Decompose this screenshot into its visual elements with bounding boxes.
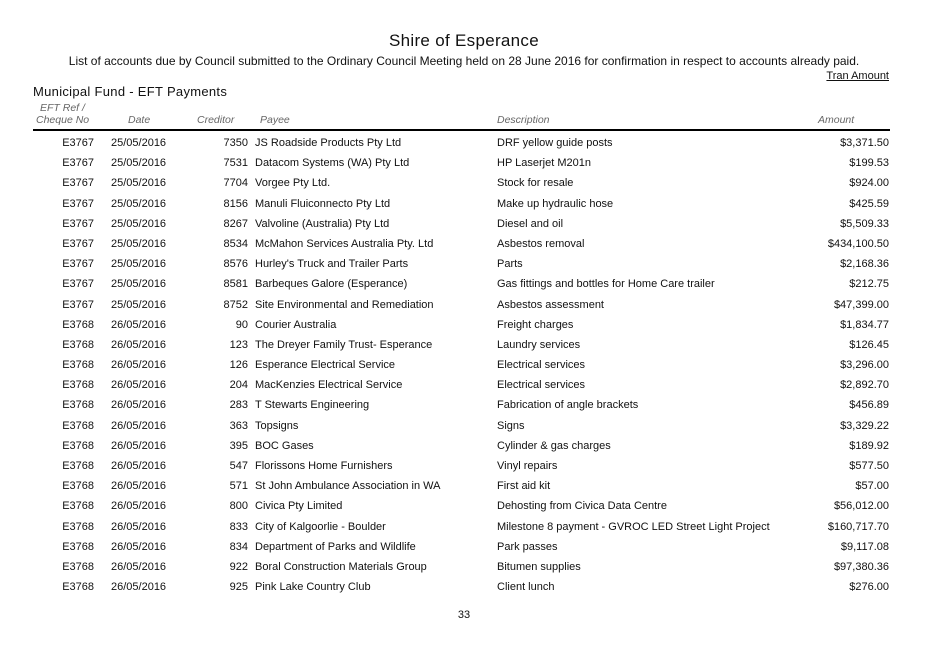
date-cell: 26/05/2016: [111, 581, 167, 594]
table-row: [0, 314, 928, 334]
header-eft-ref: EFT Ref /: [40, 102, 85, 114]
amount-cell: $276.00: [849, 581, 889, 594]
description-cell: Make up hydraulic hose: [497, 197, 614, 210]
date-cell: 25/05/2016: [111, 217, 167, 230]
description-cell: Park passes: [497, 540, 558, 553]
date-cell: 25/05/2016: [111, 258, 167, 271]
date-cell: 26/05/2016: [111, 520, 167, 533]
eft-ref-cell: E3768: [62, 379, 94, 392]
creditor-cell: 7350: [223, 137, 248, 149]
table-row: [0, 516, 928, 536]
table-row: [0, 415, 928, 435]
eft-ref-cell: E3768: [62, 399, 94, 412]
header-divider: [33, 129, 890, 131]
creditor-cell: 833: [229, 520, 248, 533]
document-title: Shire of Esperance: [389, 31, 539, 50]
payee-cell: Courier Australia: [255, 318, 337, 331]
amount-cell: $2,892.70: [840, 379, 889, 392]
description-cell: Fabrication of angle brackets: [497, 399, 639, 412]
payee-cell: The Dreyer Family Trust- Esperance: [255, 338, 433, 351]
table-row: [0, 455, 928, 475]
header-amount: Amount: [818, 114, 855, 126]
date-cell: 26/05/2016: [111, 439, 167, 452]
creditor-cell: 925: [229, 581, 248, 594]
payee-cell: Barbeques Galore (Esperance): [255, 278, 408, 291]
creditor-cell: 7704: [223, 177, 248, 190]
eft-ref-cell: E3768: [62, 318, 94, 331]
payee-cell: BOC Gases: [255, 439, 314, 452]
table-row: [0, 495, 928, 515]
payee-cell: Civica Pty Limited: [255, 500, 343, 513]
eft-ref-cell: E3767: [62, 217, 94, 230]
eft-ref-cell: E3768: [62, 540, 94, 553]
description-cell: Freight charges: [497, 318, 574, 331]
eft-ref-cell: E3767: [62, 197, 94, 210]
amount-cell: $212.75: [849, 278, 889, 291]
payee-cell: Hurley's Truck and Trailer Parts: [255, 258, 409, 271]
amount-cell: $57.00: [855, 480, 889, 493]
date-cell: 25/05/2016: [111, 197, 167, 210]
date-cell: 26/05/2016: [111, 500, 167, 513]
description-cell: Electrical services: [497, 359, 586, 372]
date-cell: 26/05/2016: [111, 379, 167, 392]
description-cell: Vinyl repairs: [497, 460, 558, 472]
payee-cell: Florissons Home Furnishers: [255, 460, 393, 472]
amount-cell: $160,717.70: [827, 520, 889, 533]
table-row: [0, 213, 928, 233]
table-row: [0, 253, 928, 273]
payee-cell: Manuli Fluiconnecto Pty Ltd: [255, 197, 391, 210]
eft-ref-cell: E3767: [62, 237, 94, 250]
payee-cell: Site Environmental and Remediation: [255, 298, 434, 311]
amount-cell: $199.53: [849, 157, 889, 170]
description-cell: Milestone 8 payment - GVROC LED Street Light Project: [497, 520, 770, 533]
table-row: [0, 294, 928, 314]
description-cell: Bitumen supplies: [497, 560, 581, 573]
payee-cell: St John Ambulance Association in WA: [255, 480, 441, 493]
date-cell: 25/05/2016: [111, 157, 167, 170]
amount-cell: $3,296.00: [840, 359, 889, 372]
payee-cell: City of Kalgoorlie - Boulder: [255, 520, 386, 533]
creditor-cell: 8156: [223, 197, 248, 210]
creditor-cell: 123: [229, 338, 248, 351]
description-cell: Electrical services: [497, 379, 586, 392]
creditor-cell: 8752: [223, 298, 248, 311]
header-description: Description: [497, 114, 550, 126]
eft-ref-cell: E3767: [62, 298, 94, 311]
eft-ref-cell: E3768: [62, 560, 94, 573]
description-cell: Asbestos assessment: [497, 298, 604, 311]
table-row: [0, 435, 928, 455]
creditor-cell: 204: [229, 379, 248, 392]
creditor-cell: 8576: [223, 258, 248, 271]
date-cell: 26/05/2016: [111, 460, 167, 472]
creditor-cell: 8534: [223, 237, 248, 250]
creditor-cell: 8267: [223, 217, 248, 230]
header-creditor: Creditor: [197, 114, 235, 126]
fund-section-title: Municipal Fund - EFT Payments: [33, 84, 228, 99]
description-cell: Stock for resale: [497, 177, 574, 190]
payee-cell: McMahon Services Australia Pty. Ltd: [255, 237, 434, 250]
payee-cell: Topsigns: [255, 419, 299, 432]
eft-ref-cell: E3768: [62, 338, 94, 351]
table-row: [0, 334, 928, 354]
amount-cell: $3,371.50: [840, 137, 889, 149]
table-row: [0, 536, 928, 556]
eft-ref-cell: E3767: [62, 137, 94, 149]
creditor-cell: 834: [229, 540, 248, 553]
payments-table-body: [0, 132, 928, 596]
description-cell: Signs: [497, 419, 525, 432]
amount-cell: $2,168.36: [840, 258, 889, 271]
eft-ref-cell: E3768: [62, 439, 94, 452]
payee-cell: Boral Construction Materials Group: [255, 560, 427, 573]
table-row: [0, 374, 928, 394]
payee-cell: Pink Lake Country Club: [255, 581, 371, 594]
header-cheque-no: Cheque No: [36, 114, 90, 126]
date-cell: 25/05/2016: [111, 237, 167, 250]
creditor-cell: 7531: [223, 157, 248, 170]
eft-ref-cell: E3768: [62, 460, 94, 472]
date-cell: 26/05/2016: [111, 480, 167, 493]
table-row: [0, 556, 928, 576]
document-subtitle: List of accounts due by Council submitted to the Ordinary Council Meeting held on 28 June 2016 for confirmation in respect to accounts already paid.: [68, 54, 860, 68]
amount-cell: $456.89: [849, 399, 889, 412]
amount-cell: $434,100.50: [827, 237, 889, 250]
table-row: [0, 132, 928, 152]
table-row: [0, 233, 928, 253]
payee-cell: Valvoline (Australia) Pty Ltd: [255, 217, 390, 230]
date-cell: 26/05/2016: [111, 560, 167, 573]
description-cell: Asbestos removal: [497, 237, 585, 250]
amount-cell: $56,012.00: [833, 500, 889, 513]
eft-ref-cell: E3767: [62, 177, 94, 190]
creditor-cell: 922: [229, 560, 248, 573]
page-number: 33: [457, 609, 471, 621]
eft-ref-cell: E3767: [62, 278, 94, 291]
amount-cell: $425.59: [849, 197, 889, 210]
description-cell: DRF yellow guide posts: [497, 137, 613, 149]
description-cell: Dehosting from Civica Data Centre: [497, 500, 667, 513]
creditor-cell: 547: [229, 460, 248, 472]
table-row: [0, 172, 928, 192]
date-cell: 26/05/2016: [111, 359, 167, 372]
description-cell: Cylinder & gas charges: [497, 439, 611, 452]
description-cell: Parts: [497, 258, 523, 271]
description-cell: Diesel and oil: [497, 217, 564, 230]
payee-cell: Datacom Systems (WA) Pty Ltd: [255, 157, 410, 170]
date-cell: 26/05/2016: [111, 338, 167, 351]
creditor-cell: 800: [229, 500, 248, 513]
description-cell: Laundry services: [497, 338, 581, 351]
table-row: [0, 193, 928, 213]
amount-cell: $97,380.36: [833, 560, 889, 573]
amount-cell: $47,399.00: [833, 298, 889, 311]
date-cell: 25/05/2016: [111, 298, 167, 311]
amount-cell: $5,509.33: [840, 217, 889, 230]
payee-cell: Esperance Electrical Service: [255, 359, 396, 372]
table-row: [0, 152, 928, 172]
eft-ref-cell: E3768: [62, 581, 94, 594]
date-cell: 26/05/2016: [111, 540, 167, 553]
creditor-cell: 8581: [223, 278, 248, 291]
eft-ref-cell: E3768: [62, 520, 94, 533]
creditor-cell: 571: [229, 480, 248, 493]
amount-cell: $3,329.22: [840, 419, 889, 432]
creditor-cell: 363: [229, 419, 248, 432]
table-row: [0, 354, 928, 374]
date-cell: 25/05/2016: [111, 177, 167, 190]
eft-ref-cell: E3768: [62, 359, 94, 372]
payee-cell: T Stewarts Engineering: [255, 399, 370, 412]
eft-ref-cell: E3768: [62, 500, 94, 513]
date-cell: 26/05/2016: [111, 399, 167, 412]
eft-ref-cell: E3768: [62, 419, 94, 432]
header-payee: Payee: [260, 114, 290, 126]
amount-cell: $1,834.77: [840, 318, 889, 331]
payee-cell: Department of Parks and Wildlife: [255, 540, 416, 553]
table-row: [0, 475, 928, 495]
creditor-cell: 90: [235, 318, 248, 331]
payee-cell: JS Roadside Products Pty Ltd: [255, 137, 402, 149]
tran-amount-label: Tran Amount: [826, 70, 889, 82]
eft-ref-cell: E3767: [62, 157, 94, 170]
payee-cell: MacKenzies Electrical Service: [255, 379, 403, 392]
date-cell: 25/05/2016: [111, 278, 167, 291]
creditor-cell: 283: [229, 399, 248, 412]
description-cell: Client lunch: [497, 581, 555, 594]
eft-ref-cell: E3768: [62, 480, 94, 493]
creditor-cell: 395: [229, 439, 248, 452]
date-cell: 26/05/2016: [111, 318, 167, 331]
amount-cell: $9,117.08: [840, 540, 889, 553]
amount-cell: $126.45: [849, 338, 889, 351]
table-row: [0, 576, 928, 596]
description-cell: First aid kit: [497, 480, 551, 493]
amount-cell: $189.92: [849, 439, 889, 452]
header-date: Date: [128, 114, 151, 126]
table-row: [0, 273, 928, 293]
table-row: [0, 394, 928, 414]
amount-cell: $577.50: [849, 460, 889, 472]
amount-cell: $924.00: [849, 177, 889, 190]
date-cell: 26/05/2016: [111, 419, 167, 432]
description-cell: HP Laserjet M201n: [497, 157, 591, 170]
eft-ref-cell: E3767: [62, 258, 94, 271]
payee-cell: Vorgee Pty Ltd.: [255, 177, 331, 190]
date-cell: 25/05/2016: [111, 137, 167, 149]
creditor-cell: 126: [229, 359, 248, 372]
description-cell: Gas fittings and bottles for Home Care trailer: [497, 278, 715, 291]
